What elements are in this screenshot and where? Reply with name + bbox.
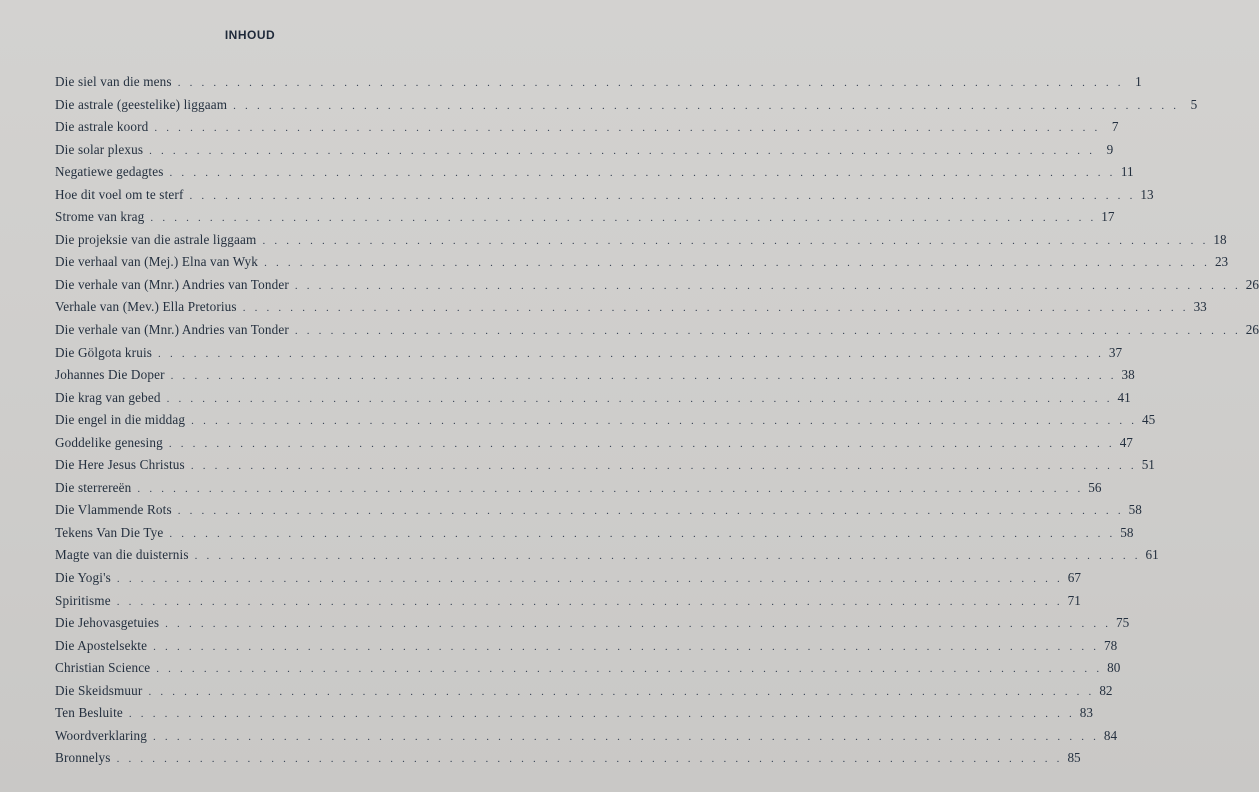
dot-leader: . . . . . . . . . . . . . . . . . . . . . . . . . . . . . . . . . . . . . . . . . . . . . . . . . . . . . . . . . . . . . . . . . . . . . . . . . . . . . . . .	[169, 167, 1116, 180]
toc-entry	[55, 477, 1102, 500]
dot-leader: . . . . . . . . . . . . . . . . . . . . . . . . . . . . . . . . . . . . . . . . . . . . . . . . . . . . . . . . . . . . . . . . . . . . . . . . . . . . . . . .	[116, 595, 1063, 608]
toc-entry-page-number: 7	[1111, 119, 1119, 135]
toc-entry	[55, 364, 1135, 387]
toc-entry-page-number: 38	[1121, 367, 1135, 383]
dot-leader: . . . . . . . . . . . . . . . . . . . . . . . . . . . . . . . . . . . . . . . . . . . . . . . . . . . . . . . . . . . . . . . . . . . . . . . . . . . . . . . .	[148, 685, 1095, 698]
dot-leader: . . . . . . . . . . . . . . . . . . . . . . . . . . . . . . . . . . . . . . . . . . . . . . . . . . . . . . . . . . . . . . . . . . . . . . . . . . . . . . . .	[116, 573, 1063, 586]
toc-entry-title: Ten Besluite	[55, 705, 123, 721]
toc-entry	[55, 342, 1123, 365]
toc-entry	[55, 319, 1259, 342]
toc-entry-page-number: 13	[1140, 186, 1154, 202]
toc-entry-page-number: 83	[1079, 705, 1093, 721]
toc-entry-page-number: 37	[1108, 344, 1123, 360]
dot-leader: . . . . . . . . . . . . . . . . . . . . . . . . . . . . . . . . . . . . . . . . . . . . . . . . . . . . . . . . . . . . . . . . . . . . . . . . . . . . . . . .	[190, 460, 1137, 473]
dot-leader: . . . . . . . . . . . . . . . . . . . . . . . . . . . . . . . . . . . . . . . . . . . . . . . . . . . . . . . . . . . . . . . . . . . . . . . . . . . . . . . .	[177, 505, 1124, 518]
dot-leader: . . . . . . . . . . . . . . . . . . . . . . . . . . . . . . . . . . . . . . . . . . . . . . . . . . . . . . . . . . . . . . . . . . . . . . . . . . . . . . . .	[170, 370, 1117, 383]
toc-entry-title: Goddelike genesing	[55, 434, 163, 450]
toc-entry	[55, 499, 1142, 522]
dot-leader: . . . . . . . . . . . . . . . . . . . . . . . . . . . . . . . . . . . . . . . . . . . . . . . . . . . . . . . . . . . . . . . . . . . . . . . . . . . . . . . .	[262, 234, 1209, 247]
toc-entry	[55, 161, 1134, 184]
dot-leader: . . . . . . . . . . . . . . . . . . . . . . . . . . . . . . . . . . . . . . . . . . . . . . . . . . . . . . . . . . . . . . . . . . . . . . . . . . . . . . . .	[165, 618, 1112, 631]
toc-entry	[55, 409, 1156, 432]
toc-entry-page-number: 58	[1128, 502, 1142, 518]
toc-entry	[55, 274, 1259, 297]
dot-leader: . . . . . . . . . . . . . . . . . . . . . . . . . . . . . . . . . . . . . . . . . . . . . . . . . . . . . . . . . . . . . . . . . . . . . . . . . . . . . . . .	[128, 708, 1075, 721]
toc-entry-title: Magte van die duisternis	[55, 547, 189, 563]
toc-entry	[55, 747, 1081, 770]
toc-entry	[55, 184, 1154, 207]
toc-entry	[55, 116, 1119, 139]
toc-entry-title: Die Gölgota kruis	[55, 344, 153, 360]
toc-entry-page-number: 80	[1107, 660, 1121, 676]
toc-entry-title: Die verhaal van (Mej.) Elna van Wyk	[55, 254, 259, 270]
toc-entry	[55, 454, 1155, 477]
toc-entry-page-number: 61	[1145, 547, 1159, 563]
toc-entry-title: Die solar plexus	[55, 141, 144, 157]
toc-entry-page-number: 51	[1141, 457, 1155, 473]
toc-entry-page-number: 56	[1088, 479, 1102, 495]
toc-entry-title: Die engel in die middag	[55, 412, 186, 428]
dot-leader: . . . . . . . . . . . . . . . . . . . . . . . . . . . . . . . . . . . . . . . . . . . . . . . . . . . . . . . . . . . . . . . . . . . . . . . . . . . . . . . .	[166, 392, 1113, 405]
toc-entry-page-number: 41	[1117, 389, 1131, 405]
dot-leader: . . . . . . . . . . . . . . . . . . . . . . . . . . . . . . . . . . . . . . . . . . . . . . . . . . . . . . . . . . . . . . . . . . . . . . . . . . . . . . . .	[294, 279, 1241, 292]
toc-entry	[55, 522, 1134, 545]
dot-leader: . . . . . . . . . . . . . . . . . . . . . . . . . . . . . . . . . . . . . . . . . . . . . . . . . . . . . . . . . . . . . . . . . . . . . . . . . . . . . . . .	[177, 77, 1124, 89]
toc-entry-page-number: 26	[1245, 276, 1259, 292]
toc-entry-title: Bronnelys	[55, 750, 111, 766]
toc-entry-title: Die verhale van (Mnr.) Andries van Tonder	[55, 322, 289, 338]
table-of-contents	[55, 71, 1259, 770]
toc-entry-title: Die krag van gebed	[55, 389, 161, 405]
toc-entry-title: Spiritisme	[55, 592, 111, 608]
toc-entry-page-number: 23	[1214, 254, 1229, 270]
toc-entry	[55, 206, 1115, 229]
toc-entry-title: Hoe dit voel om te sterf	[55, 186, 184, 202]
toc-entry	[55, 612, 1130, 635]
toc-entry-title: Johannes Die Doper	[55, 367, 165, 383]
toc-entry-title: Die siel van die mens	[55, 74, 172, 89]
dot-leader: . . . . . . . . . . . . . . . . . . . . . . . . . . . . . . . . . . . . . . . . . . . . . . . . . . . . . . . . . . . . . . . . . . . . . . . . . . . . . . . .	[189, 189, 1136, 202]
toc-entry-page-number: 78	[1104, 637, 1118, 653]
toc-entry-page-number: 9	[1106, 141, 1114, 157]
toc-entry-page-number: 45	[1142, 412, 1156, 428]
toc-entry	[55, 657, 1121, 680]
toc-entry-page-number: 11	[1120, 164, 1134, 180]
toc-entry-title: Woordverklaring	[55, 727, 148, 743]
toc-entry-page-number: 17	[1101, 209, 1115, 225]
dot-leader: . . . . . . . . . . . . . . . . . . . . . . . . . . . . . . . . . . . . . . . . . . . . . . . . . . . . . . . . . . . . . . . . . . . . . . . . . . . . . . . .	[156, 663, 1103, 676]
toc-entry-page-number: 18	[1213, 231, 1227, 247]
toc-entry	[55, 229, 1227, 252]
dot-leader: . . . . . . . . . . . . . . . . . . . . . . . . . . . . . . . . . . . . . . . . . . . . . . . . . . . . . . . . . . . . . . . . . . . . . . . . . . . . . . . .	[168, 437, 1115, 450]
toc-entry	[55, 635, 1118, 658]
toc-entry-title: Die Vlammende Rots	[55, 502, 172, 518]
toc-entry	[55, 544, 1159, 567]
toc-entry	[55, 432, 1133, 455]
dot-leader: . . . . . . . . . . . . . . . . . . . . . . . . . . . . . . . . . . . . . . . . . . . . . . . . . . . . . . . . . . . . . . . . . . . . . . . . . . . . . . . .	[154, 122, 1101, 135]
toc-entry-title: Die astrale (geestelike) liggaam	[55, 96, 228, 112]
dot-leader: . . . . . . . . . . . . . . . . . . . . . . . . . . . . . . . . . . . . . . . . . . . . . . . . . . . . . . . . . . . . . . . . . . . . . . . . . . . . . . . .	[294, 325, 1241, 338]
toc-entry-page-number: 82	[1099, 682, 1113, 698]
toc-entry-title: Die astrale koord	[55, 119, 149, 135]
toc-entry	[55, 567, 1081, 590]
dot-leader: . . . . . . . . . . . . . . . . . . . . . . . . . . . . . . . . . . . . . . . . . . . . . . . . . . . . . . . . . . . . . . . . . . . . . . . . . . . . . . . .	[242, 302, 1189, 315]
dot-leader: . . . . . . . . . . . . . . . . . . . . . . . . . . . . . . . . . . . . . . . . . . . . . . . . . . . . . . . . . . . . . . . . . . . . . . . . . . . . . . . .	[116, 753, 1063, 766]
dot-leader: . . . . . . . . . . . . . . . . . . . . . . . . . . . . . . . . . . . . . . . . . . . . . . . . . . . . . . . . . . . . . . . . . . . . . . . . . . . . . . . .	[169, 527, 1116, 540]
toc-entry-title: Die Jehovasgetuies	[55, 615, 160, 631]
dot-leader: . . . . . . . . . . . . . . . . . . . . . . . . . . . . . . . . . . . . . . . . . . . . . . . . . . . . . . . . . . . . . . . . . . . . . . . . . . . . . . . .	[194, 550, 1141, 563]
dot-leader: . . . . . . . . . . . . . . . . . . . . . . . . . . . . . . . . . . . . . . . . . . . . . . . . . . . . . . . . . . . . . . . . . . . . . . . . . . . . . . . .	[149, 144, 1096, 157]
toc-entry-title: Negatiewe gedagtes	[55, 164, 164, 180]
dot-leader: . . . . . . . . . . . . . . . . . . . . . . . . . . . . . . . . . . . . . . . . . . . . . . . . . . . . . . . . . . . . . . . . . . . . . . . . . . . . . . . .	[191, 415, 1138, 428]
toc-entry	[55, 139, 1114, 162]
toc-entry-title: Christian Science	[55, 660, 151, 676]
dot-leader: . . . . . . . . . . . . . . . . . . . . . . . . . . . . . . . . . . . . . . . . . . . . . . . . . . . . . . . . . . . . . . . . . . . . . . . . . . . . . . . .	[153, 640, 1100, 653]
toc-entry-page-number: 1	[1135, 74, 1142, 89]
toc-entry	[55, 71, 1142, 94]
toc-entry-page-number: 71	[1067, 592, 1081, 608]
toc-entry-title: Strome van krag	[55, 209, 145, 225]
toc-entry-title: Die Apostelsekte	[55, 637, 148, 653]
toc-entry-page-number: 26	[1245, 322, 1259, 338]
toc-entry-title: Die Here Jesus Christus	[55, 457, 185, 473]
toc-entry	[55, 94, 1198, 117]
toc-entry-page-number: 67	[1067, 570, 1081, 586]
toc-entry	[55, 296, 1207, 319]
toc-entry-page-number: 58	[1120, 524, 1134, 540]
toc-entry	[55, 680, 1113, 703]
toc-entry-page-number: 47	[1119, 434, 1133, 450]
page-title: INHOUD	[224, 28, 276, 42]
toc-entry-title: Die projeksie van die astrale liggaam	[55, 231, 257, 247]
dot-leader: . . . . . . . . . . . . . . . . . . . . . . . . . . . . . . . . . . . . . . . . . . . . . . . . . . . . . . . . . . . . . . . . . . . . . . . . . . . . . . . .	[137, 482, 1084, 495]
toc-entry-title: Die Yogi's	[55, 570, 111, 586]
dot-leader: . . . . . . . . . . . . . . . . . . . . . . . . . . . . . . . . . . . . . . . . . . . . . . . . . . . . . . . . . . . . . . . . . . . . . . . . . . . . . . . .	[150, 212, 1097, 225]
toc-entry	[55, 387, 1131, 410]
toc-entry-page-number: 5	[1190, 96, 1198, 112]
toc-entry-title: Die Skeidsmuur	[55, 682, 143, 698]
toc-entry-title: Die verhale van (Mnr.) Andries van Tonder	[55, 276, 289, 292]
toc-entry	[55, 702, 1093, 725]
dot-leader: . . . . . . . . . . . . . . . . . . . . . . . . . . . . . . . . . . . . . . . . . . . . . . . . . . . . . . . . . . . . . . . . . . . . . . . . . . . . . . . .	[153, 730, 1100, 743]
toc-entry-page-number: 33	[1193, 299, 1207, 315]
dot-leader: . . . . . . . . . . . . . . . . . . . . . . . . . . . . . . . . . . . . . . . . . . . . . . . . . . . . . . . . . . . . . . . . . . . . . . . . . . . . . . . .	[158, 347, 1105, 360]
toc-entry-page-number: 84	[1103, 727, 1118, 743]
dot-leader: . . . . . . . . . . . . . . . . . . . . . . . . . . . . . . . . . . . . . . . . . . . . . . . . . . . . . . . . . . . . . . . . . . . . . . . . . . . . . . . .	[233, 99, 1180, 112]
toc-entry	[55, 251, 1229, 274]
toc-entry-title: Tekens Van Die Tye	[55, 524, 164, 540]
dot-leader: . . . . . . . . . . . . . . . . . . . . . . . . . . . . . . . . . . . . . . . . . . . . . . . . . . . . . . . . . . . . . . . . . . . . . . . . . . . . . . . .	[264, 257, 1211, 270]
toc-entry-page-number: 85	[1067, 750, 1081, 766]
toc-entry	[55, 590, 1081, 613]
toc-entry-page-number: 75	[1116, 615, 1130, 631]
toc-entry	[55, 725, 1118, 748]
toc-entry-title: Verhale van (Mev.) Ella Pretorius	[55, 299, 237, 315]
toc-entry-title: Die sterrereën	[55, 479, 132, 495]
